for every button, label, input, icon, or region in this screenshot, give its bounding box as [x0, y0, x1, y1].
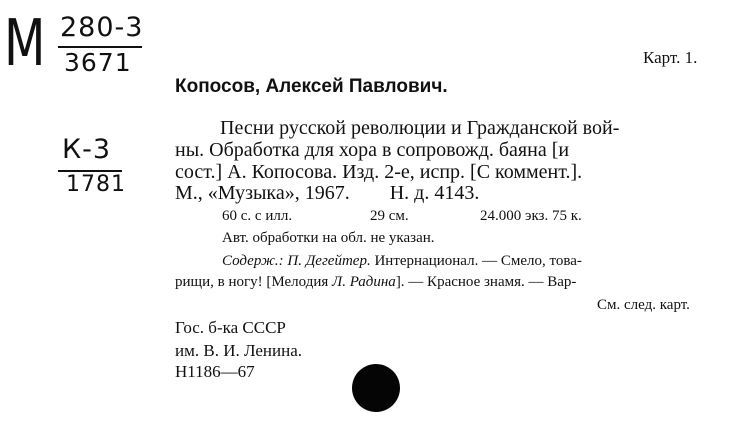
- note: Авт. обработки на обл. не указан.: [222, 230, 435, 246]
- punch-hole: [352, 364, 400, 412]
- description-line: ны. Обработка для хора в сопровожд. баяна [и: [175, 139, 570, 161]
- author-heading: Копосов, Алексей Павлович.: [175, 76, 448, 97]
- contents-composer: П. Дегейтер.: [287, 253, 371, 269]
- contents-text: Интернационал. — Смело, това-: [374, 253, 582, 269]
- shelf-number-top: 280-3: [60, 12, 144, 43]
- physical-print-run: 24.000 экз. 75 к.: [480, 208, 582, 224]
- contents-text: ]. — Красное знамя. — Вар-: [395, 274, 577, 290]
- shelf-number-bottom: 3671: [64, 48, 132, 77]
- library-line: Гос. б-ка СССР: [175, 318, 286, 337]
- library-line: им. В. И. Ленина.: [175, 341, 303, 360]
- description-line: сост.] А. Копосова. Изд. 2-е, испр. [С коммент.].: [175, 161, 583, 183]
- contents-text: рищи, в ногу! [Мелодия: [175, 274, 329, 290]
- description-line: Песни русской революции и Гражданской вой-: [220, 117, 620, 139]
- shelf-code-number: 1781: [66, 172, 126, 197]
- shelf-code: К-3: [62, 134, 112, 165]
- physical-size: 29 см.: [370, 208, 409, 224]
- library-line: Н1186—67: [175, 362, 255, 381]
- card-label: Карт. 1.: [643, 48, 698, 67]
- physical-pages: 60 с. с илл.: [222, 208, 293, 224]
- description-line: М., «Музыка», 1967. Н. д. 4143.: [175, 182, 480, 204]
- contents-line-1: [222, 252, 582, 270]
- continued-note: См. след. карт.: [597, 297, 690, 313]
- contents-label: Содерж.:: [222, 253, 284, 269]
- contents-line-2: [175, 273, 576, 291]
- contents-melody-author: Л. Радина: [332, 274, 396, 290]
- shelf-letter: М: [4, 7, 46, 81]
